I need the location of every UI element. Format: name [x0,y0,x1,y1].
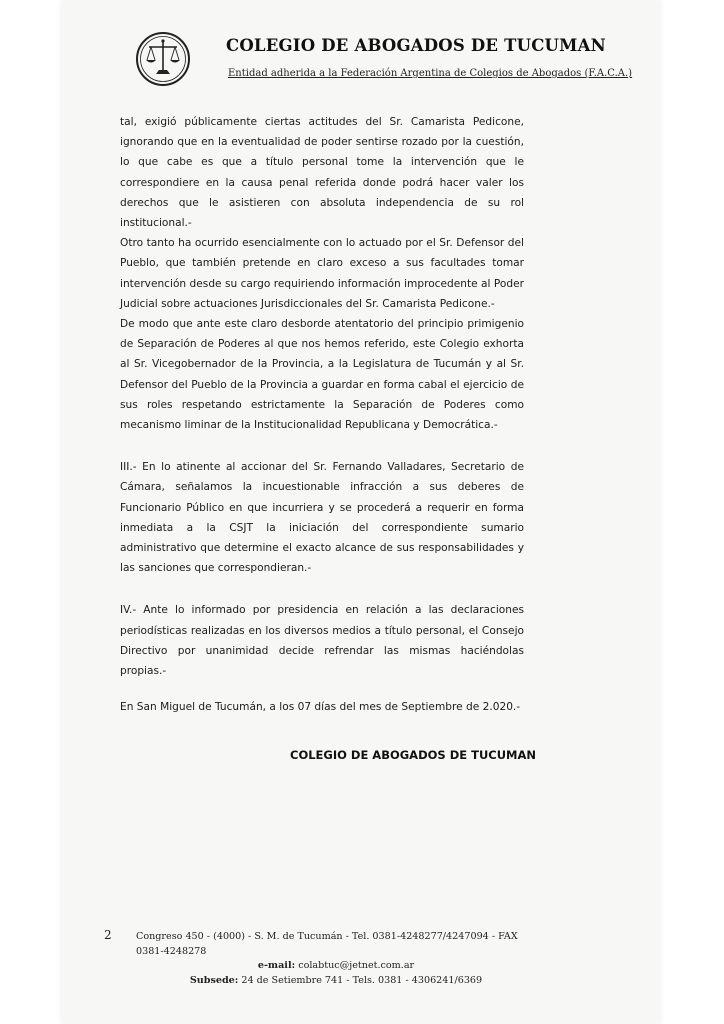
header-subtitle: Entidad adherida a la Federación Argentina de Colegios de Abogados (F.A.C.A.) [228,68,633,79]
footer [136,930,536,988]
footer-email-label: e-mail: [257,960,296,971]
paragraph-3: De modo que ante este claro desborde atentatorio del principio primigenio de Separación de Poderes al que nos hemos referido, este Colegio exhorta al Sr. Vicegobernador de la Provincia, a la Legislatura de Tucumán y al Sr. Defensor del Pueblo de la Provincia a guardar en forma cabal el ejercicio de sus roles respetando estrictamente la Separación de Poderes como mecanismo liminar de la Institucionalidad Republicana y Democrática.- [120,318,524,432]
footer-email [136,959,536,974]
document-body [120,112,524,717]
footer-email-value: colabtuc@jetnet.com.ar [295,960,415,971]
footer-subsede [136,974,536,989]
page-number: 2 [104,928,112,942]
scales-of-justice-icon [134,30,192,88]
signature-block: COLEGIO DE ABOGADOS DE TUCUMAN [290,748,537,762]
footer-subsede-value: 24 de Setiembre 741 - Tels. 0381 - 4306241/6369 [238,974,483,986]
footer-address: Congreso 450 - (4000) - S. M. de Tucumán - Tel. 0381-4248277/4247094 - FAX 0381-4248278 [136,931,518,957]
paragraph-section-iii: III.- En lo atinente al accionar del Sr. Fernando Valladares, Secretario de Cámara, señalamos la incuestionable infracción a sus deberes de Funcionario Público en que incurriera y se procederá a requerir en forma inmediata a la CSJT la iniciación del correspondiente sumario administrativo que determine el exacto alcance de sus responsabilidades y las sanciones que correspondieran.- [120,461,524,575]
paragraph-1: tal, exigió públicamente ciertas actitudes del Sr. Camarista Pedicone, ignorando que en la eventualidad de poder sentirse rozado por la cuestión, lo que cabe es que a título personal tome la intervención que le correspondiere en la causa penal referida donde podrá hacer valer los derechos que le asistieren con absoluta independencia de su rol institucional.- [120,116,524,230]
closing-date-line: En San Miguel de Tucumán, a los 07 días del mes de Septiembre de 2.020.- [120,701,521,714]
paragraph-section-iv: IV.- Ante lo informado por presidencia en relación a las declaraciones periodísticas realizadas en los diversos medios a título personal, el Consejo Directivo por unanimidad decide refrendar las mismas haciéndolas propias.- [120,604,524,678]
header-title: COLEGIO DE ABOGADOS DE TUCUMAN [226,36,606,55]
paragraph-2: Otro tanto ha ocurrido esencialmente con lo actuado por el Sr. Defensor del Pueblo, que también pretende en claro exceso a sus facultades tomar intervención desde su cargo requiriendo información improcedente al Poder Judicial sobre actuaciones Jurisdiccionales del Sr. Camarista Pedicone.- [120,237,524,310]
footer-subsede-label: Subsede: [189,974,239,986]
